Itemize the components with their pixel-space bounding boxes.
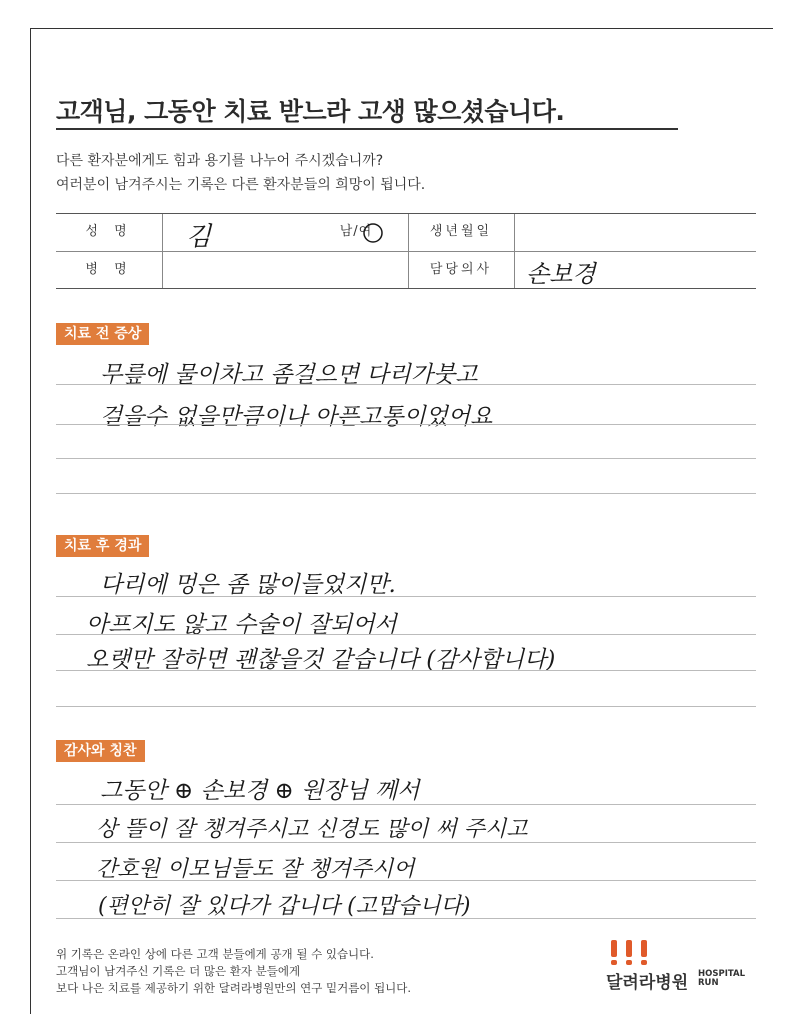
handwritten-line[interactable]: 아프지도 않고 수술이 잘되어서 <box>86 612 397 638</box>
ruled-line <box>56 706 756 707</box>
patient-info-table <box>56 213 756 289</box>
ruled-line <box>56 804 756 805</box>
birth-label: 생년월일 <box>429 224 493 239</box>
hospital-logo <box>604 940 754 993</box>
form-title: 고객님, 그동안 치료 받느라 고생 많으셨습니다. <box>56 97 565 126</box>
handwritten-line[interactable]: 무릎에 물이차고 좀걸으면 다리가붓고 <box>100 362 478 388</box>
handwritten-line[interactable]: 그동안 ⊕ 손보경 ⊕ 원장님 께서 <box>100 778 420 804</box>
title-underline <box>56 128 678 130</box>
ruled-line <box>56 842 756 843</box>
logo-english-line-2: RUN <box>698 978 719 988</box>
handwritten-line[interactable]: 걸을수 없을만큼이나 아픈고통이었어요 <box>100 404 493 430</box>
ruled-line <box>56 880 756 881</box>
info-row-disease <box>56 251 756 288</box>
footer-note-2: 고객님이 남겨주신 기록은 더 많은 환자 분들에게 <box>56 964 301 978</box>
handwritten-line[interactable]: 간호원 이모님들도 잘 챙겨주시어 <box>96 857 415 882</box>
footer-note-1: 위 기록은 온라인 상에 다른 고객 분들에게 공개 될 수 있습니다. <box>56 947 374 961</box>
ruled-line <box>56 493 756 494</box>
intro-line-1: 다른 환자분에게도 힘과 용기를 나누어 주시겠습니까? <box>56 153 384 169</box>
section-label-before-treatment: 치료 전 증상 <box>56 323 149 345</box>
exclamation-marks-icon <box>608 940 654 970</box>
gender-label: 남/여 <box>339 224 373 239</box>
table-divider <box>514 214 515 288</box>
ruled-line <box>56 596 756 597</box>
ruled-line <box>56 458 756 459</box>
doctor-value[interactable]: 손보경 <box>526 260 596 288</box>
handwritten-line[interactable]: 상 뜰이 잘 챙겨주시고 신경도 많이 써 주시고 <box>96 817 528 842</box>
name-value[interactable]: 김 <box>186 222 212 252</box>
ruled-line <box>56 634 756 635</box>
gender-female-circle-mark <box>362 222 384 244</box>
table-divider <box>162 214 163 288</box>
intro-line-2: 여러분이 남겨주시는 기록은 다른 환자분들의 희망이 됩니다. <box>56 177 426 193</box>
logo-name-korean: 달려라병원 <box>606 973 689 993</box>
logo-english-line-1: HOSPITAL <box>698 969 745 979</box>
handwritten-line[interactable]: 오랫만 잘하면 괜찮을것 같습니다 (감사합니다) <box>86 647 556 673</box>
ruled-line <box>56 384 756 385</box>
handwritten-line[interactable]: 다리에 멍은 좀 많이들었지만. <box>100 572 396 598</box>
ruled-line <box>56 424 756 425</box>
name-label: 성 명 <box>85 224 133 239</box>
table-divider <box>408 214 409 288</box>
info-row-name <box>56 214 756 250</box>
section-label-thanks: 감사와 칭찬 <box>56 740 145 762</box>
ruled-line <box>56 670 756 671</box>
section-label-after-treatment: 치료 후 경과 <box>56 535 149 557</box>
logo-name-english <box>698 970 758 988</box>
handwritten-line[interactable]: (편안히 잘 있다가 갑니다 (고맙습니다) <box>98 894 471 919</box>
footer-note-3: 보다 나은 치료를 제공하기 위한 달려라병원만의 연구 밑거름이 됩니다. <box>56 981 412 995</box>
disease-label: 병 명 <box>85 262 133 277</box>
ruled-line <box>56 918 756 919</box>
doctor-label: 담당의사 <box>429 262 493 277</box>
